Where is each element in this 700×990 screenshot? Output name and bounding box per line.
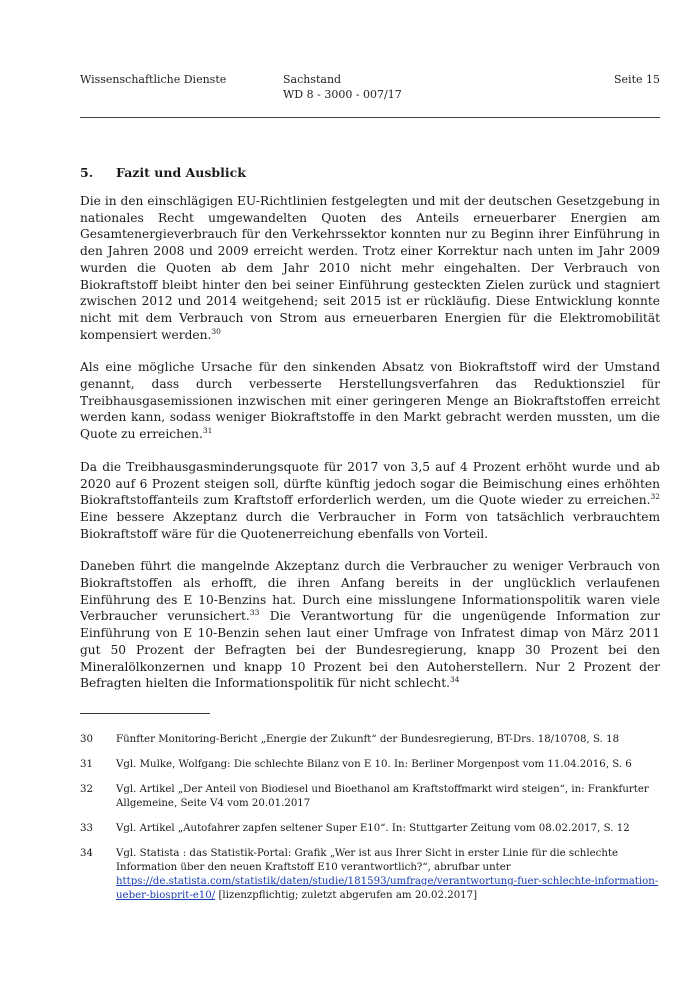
footnote-ref[interactable]: 34 [450, 675, 460, 685]
paragraph-text: Da die Treibhausgasminderungsquote für 2017 von 3,5 auf 4 Prozent erhöht wurde und ab 2020 auf 6 Prozent steigen soll, dürfte künftig jedoch sogar die Beimischung eines erhöhten Biokraftstoffanteils zum Kraftstoff erforderlich werden, um die Quote wieder zu erreichen. [80, 459, 660, 508]
footnote-text-end: [lizenzpflichtig; zuletzt abgerufen am 20.02.2017] [215, 890, 478, 901]
header-document-type: Sachstand [283, 73, 342, 86]
header-page-number: Seite 15 [614, 73, 660, 86]
paragraph [80, 193, 660, 343]
footnotes [80, 733, 660, 914]
footnote-divider [80, 713, 210, 714]
footnote [80, 783, 660, 811]
paragraph-text: Die Verantwortung für die ungenügende Information zur Einführung von E 10-Benzin sehen laut einer Umfrage von Infratest dimap von März 2011 gut 50 Prozent der Befragten bei der Bundesregierung, knapp 30 Prozent bei den Mineralölkonzernen und knapp 10 Prozent bei den Autoherstellern. Nur 2 Prozent der Befragten hielten die Informationspolitik für nicht schlecht. [80, 609, 661, 691]
section-heading [80, 165, 246, 180]
footnote-number: 33 [80, 823, 93, 834]
footnote [80, 758, 660, 772]
paragraph-text: Eine bessere Akzeptanz durch die Verbraucher in Form von tatsächlich verbrauchtem Biokraftstoff wäre für die Quotenerreichung ebenfalls von Vorteil. [80, 509, 660, 541]
section-title: Fazit und Ausblick [116, 165, 246, 180]
footnote-text: Fünfter Monitoring-Bericht „Energie der Zukunft“ der Bundesregierung, BT-Drs. 18/10708, S. 18 [116, 734, 620, 745]
footnote [80, 847, 660, 903]
footnote-ref[interactable]: 31 [202, 426, 213, 436]
section-number: 5. [80, 165, 94, 180]
paragraph [80, 359, 660, 443]
footnote-text-start: Vgl. Statista : das Statistik-Portal: Grafik „Wer ist aus Ihrer Sicht in erster Linie für die schlechte Information über den neuen Kraftstoff E10 verantwortlich?“, abrufbar unter [116, 848, 619, 873]
footnote-number: 32 [80, 784, 93, 795]
footnote [80, 733, 660, 747]
header-divider [80, 117, 660, 118]
paragraph-text: Als eine mögliche Ursache für den sinkenden Absatz von Biokraftstoff wird der Umstand genannt, dass durch verbesserte Herstellungsverfahren das Reduktionsziel für Treibhausgasemissionen inzwischen mit einer geringeren Menge an Biokraftstoffen erreicht werden kann, sodass weniger Biokraftstoffe in den Markt gebracht werden mussten, um die Quote zu erreichen. [80, 360, 660, 442]
paragraph [80, 459, 660, 543]
header-document-number: WD 8 - 3000 - 007/17 [283, 88, 402, 101]
body-text [80, 193, 660, 708]
header-institution: Wissenschaftliche Dienste [80, 73, 227, 86]
footnote [80, 822, 660, 836]
footnote-number: 30 [80, 734, 93, 745]
footnote-ref[interactable]: 33 [249, 608, 260, 618]
footnote-ref[interactable]: 30 [211, 326, 221, 336]
header-document-info [283, 72, 402, 102]
paragraph-text: Die in den einschlägigen EU-Richtlinien festgelegten und mit der deutschen Gesetzgebung in nationales Recht umgewandelten Quoten des Anteils erneuerbarer Energien am Gesamtenergieverbrauch für den Verkehrssektor konnten nur zu Beginn ihrer Einführung in den Jahren 2008 und 2009 erreicht werden. Trotz einer Korrektur nach unten im Jahr 2009 wurden die Quoten ab dem Jahr 2010 nicht mehr eingehalten. Der Verbrauch von Biokraftstoff bleibt hinter den bei seiner Einführung gesteckten Zielen zurück und stagniert zwischen 2012 und 2014 weitgehend; seit 2015 ist er rückläufig. Diese Entwicklung konnte nicht mit dem Verbrauch von Strom aus erneuerbaren Energien für die Elektromobilität kompensiert werden. [80, 194, 660, 342]
statista-source-link[interactable]: https://de.statista.com/statistik/daten/studie/181593/umfrage/verantwortung-fuer-schlechte-information-ueber-biosprit-e10/ [116, 876, 659, 901]
footnote-number: 31 [80, 759, 93, 770]
footnote-text: Vgl. Artikel „Autofahrer zapfen seltener Super E10“. In: Stuttgarter Zeitung vom 08.02.2017, S. 12 [116, 823, 630, 834]
paragraph [80, 558, 660, 692]
footnote-number: 34 [80, 848, 93, 859]
footnote-text: Vgl. Mulke, Wolfgang: Die schlechte Bilanz von E 10. In: Berliner Morgenpost vom 11.04.2016, S. 6 [116, 759, 632, 770]
paragraph-text: Daneben führt die mangelnde Akzeptanz durch die Verbraucher zu weniger Verbrauch von Biokraftstoffen als erhofft, die ihren Anfang bereits in der unglücklich verlaufenen Einführung des E 10-Benzins hat. Durch eine misslungene Informationspolitik waren viele Verbraucher verunsichert. [80, 559, 660, 624]
footnote-text [116, 847, 660, 903]
footnote-ref[interactable]: 32 [650, 492, 660, 502]
footnote-text: Vgl. Artikel „Der Anteil von Biodiesel und Bioethanol am Kraftstoffmarkt wird steigen“, in: Frankfurter Allgemeine, Seite V4 vom 20.01.2017 [116, 784, 649, 809]
